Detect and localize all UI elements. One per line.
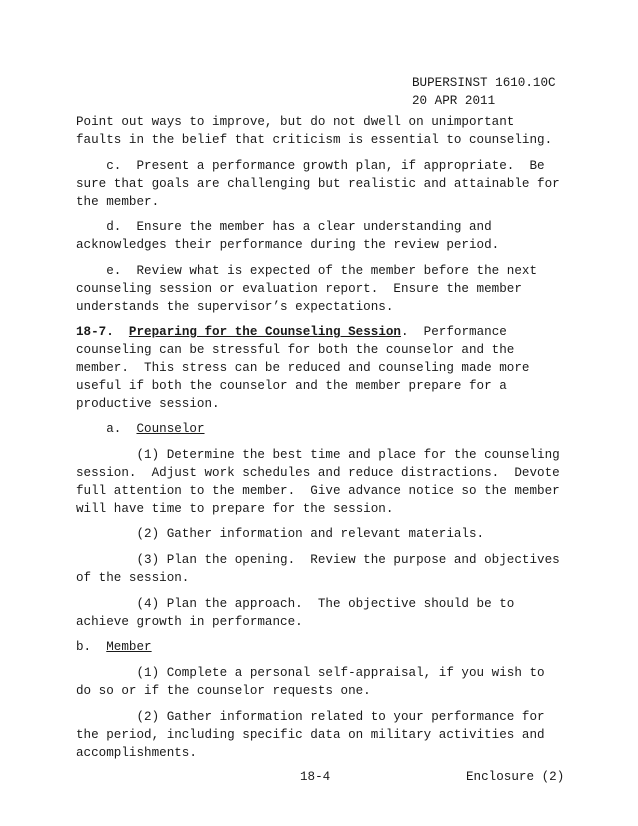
item-c-line: the member. bbox=[76, 195, 160, 209]
item-e-line: understands the supervisor’s expectations. bbox=[76, 300, 394, 314]
sub-b-label: b. bbox=[76, 640, 92, 654]
section-line: useful if both the counselor and the member prepare for a bbox=[76, 379, 507, 393]
a1-line: (1) Determine the best time and place for the counseling bbox=[76, 448, 560, 462]
b2-line: accomplishments. bbox=[76, 746, 197, 760]
b2-line: the period, including specific data on military activities and bbox=[76, 728, 545, 742]
b2-line: (2) Gather information related to your performance for bbox=[76, 710, 545, 724]
a4-line: (4) Plan the approach. The objective should be to bbox=[76, 597, 515, 611]
section-first-line-rest: . Performance bbox=[401, 325, 507, 339]
item-e-line: e. Review what is expected of the member before the next bbox=[76, 264, 538, 278]
section-heading bbox=[76, 323, 507, 341]
a2-line: (2) Gather information and relevant materials. bbox=[76, 527, 485, 541]
b1-line: do so or if the counselor requests one. bbox=[76, 684, 371, 698]
section-number: 18-7. bbox=[76, 325, 114, 339]
section-line: productive session. bbox=[76, 397, 220, 411]
a1-line: session. Adjust work schedules and reduce distractions. Devote bbox=[76, 466, 560, 480]
instruction-number: BUPERSINST 1610.10C bbox=[412, 76, 556, 90]
paragraph-line: faults in the belief that criticism is essential to counseling. bbox=[76, 133, 553, 147]
item-d-line: d. Ensure the member has a clear understanding and bbox=[76, 220, 492, 234]
instruction-date: 20 APR 2011 bbox=[412, 94, 496, 108]
section-line: member. This stress can be reduced and counseling made more bbox=[76, 361, 530, 375]
a1-line: will have time to prepare for the session. bbox=[76, 502, 394, 516]
item-c-line: sure that goals are challenging but realistic and attainable for bbox=[76, 177, 560, 191]
sub-b-title: Member bbox=[106, 640, 152, 654]
item-c-line: c. Present a performance growth plan, if appropriate. Be bbox=[76, 159, 545, 173]
a3-line: (3) Plan the opening. Review the purpose and objectives bbox=[76, 553, 560, 567]
item-d-line: acknowledges their performance during the review period. bbox=[76, 238, 500, 252]
paragraph-line: Point out ways to improve, but do not dwell on unimportant bbox=[76, 115, 515, 129]
a4-line: achieve growth in performance. bbox=[76, 615, 303, 629]
sub-a-label: a. bbox=[106, 422, 122, 436]
subheading-member bbox=[76, 638, 152, 656]
b1-line: (1) Complete a personal self-appraisal, if you wish to bbox=[76, 666, 545, 680]
sub-a-title: Counselor bbox=[136, 422, 205, 436]
a1-line: full attention to the member. Give advance notice so the member bbox=[76, 484, 560, 498]
item-e-line: counseling session or evaluation report. Ensure the member bbox=[76, 282, 522, 296]
a3-line: of the session. bbox=[76, 571, 190, 585]
enclosure-label: Enclosure (2) bbox=[466, 770, 565, 784]
section-title: Preparing for the Counseling Session bbox=[128, 325, 401, 339]
page-number: 18-4 bbox=[300, 770, 331, 784]
subheading-counselor bbox=[76, 420, 205, 438]
section-line: counseling can be stressful for both the counselor and the bbox=[76, 343, 515, 357]
